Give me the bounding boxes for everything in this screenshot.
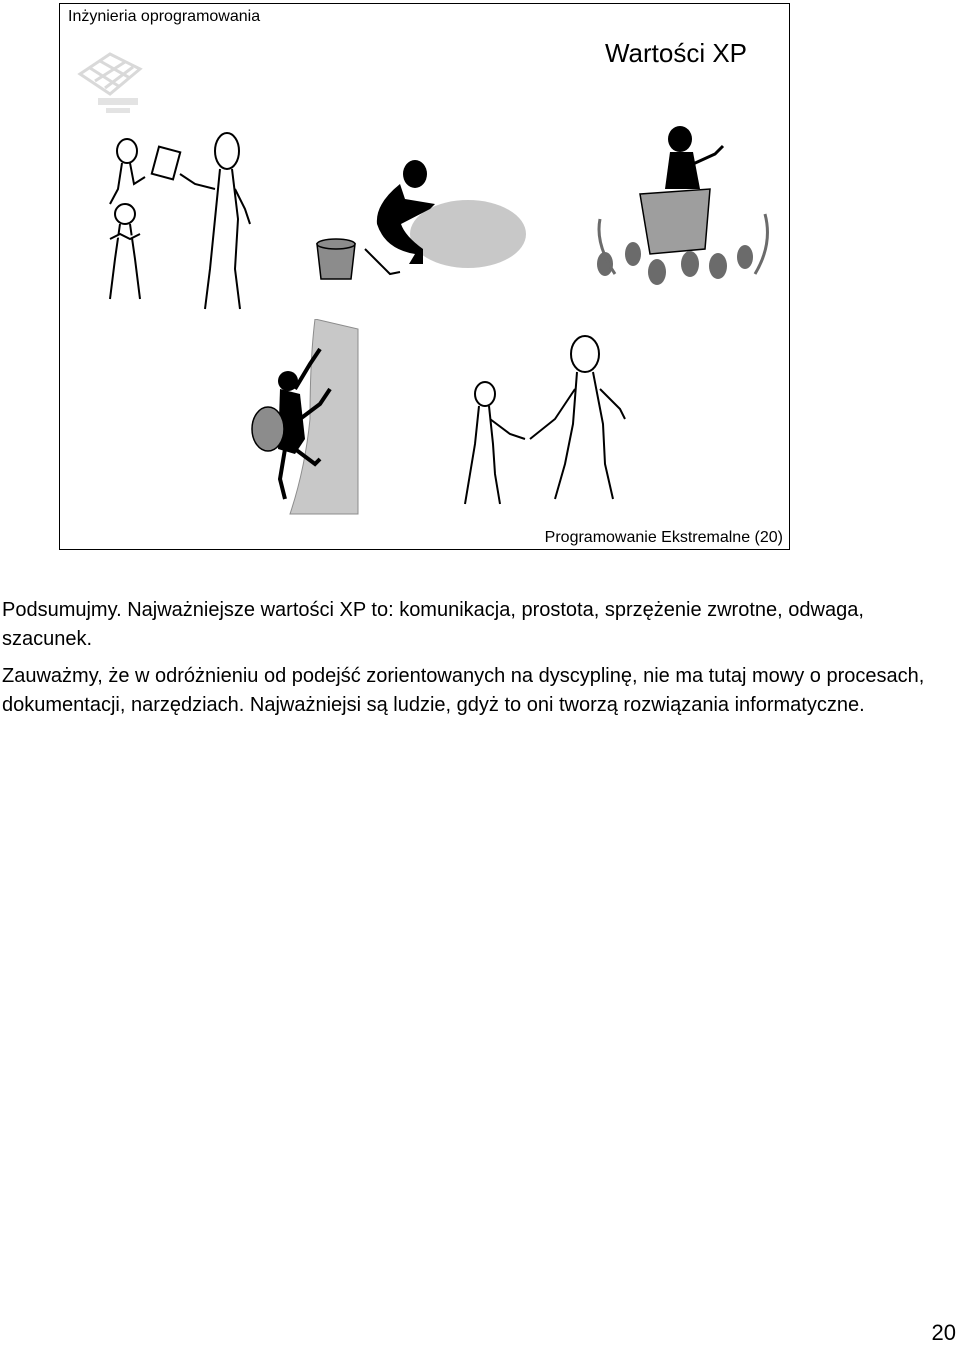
slide-header: Inżynieria oprogramowania [68, 8, 261, 25]
communication-illustration [100, 129, 275, 319]
speaker-notes [2, 596, 942, 728]
feedback-illustration [595, 124, 780, 289]
slide-frame [59, 3, 790, 550]
slide-title: Wartości XP [604, 38, 747, 68]
notes-paragraph-summary: Podsumujmy. Najważniejsze wartości XP to: komunikacja, prostota, sprzężenie zwrotne, odwaga, szacunek. [2, 599, 864, 650]
notes-paragraph-people: Zauważmy, że w odróżnieniu od podejść zorientowanych na dyscyplinę, nie ma tutaj mowy o procesach, dokumentacji, narzędziach. Najważniejsi są ludzie, gdyż to oni tworzą rozwiązania informatyczne. [2, 665, 925, 716]
courage-illustration [250, 319, 365, 519]
simplicity-illustration [305, 154, 530, 284]
respect-illustration [455, 334, 640, 514]
uczelnia-online-logo [70, 34, 150, 124]
page-number: 20 [931, 1320, 956, 1345]
slide-footer: Programowanie Ekstremalne (20) [544, 529, 783, 546]
